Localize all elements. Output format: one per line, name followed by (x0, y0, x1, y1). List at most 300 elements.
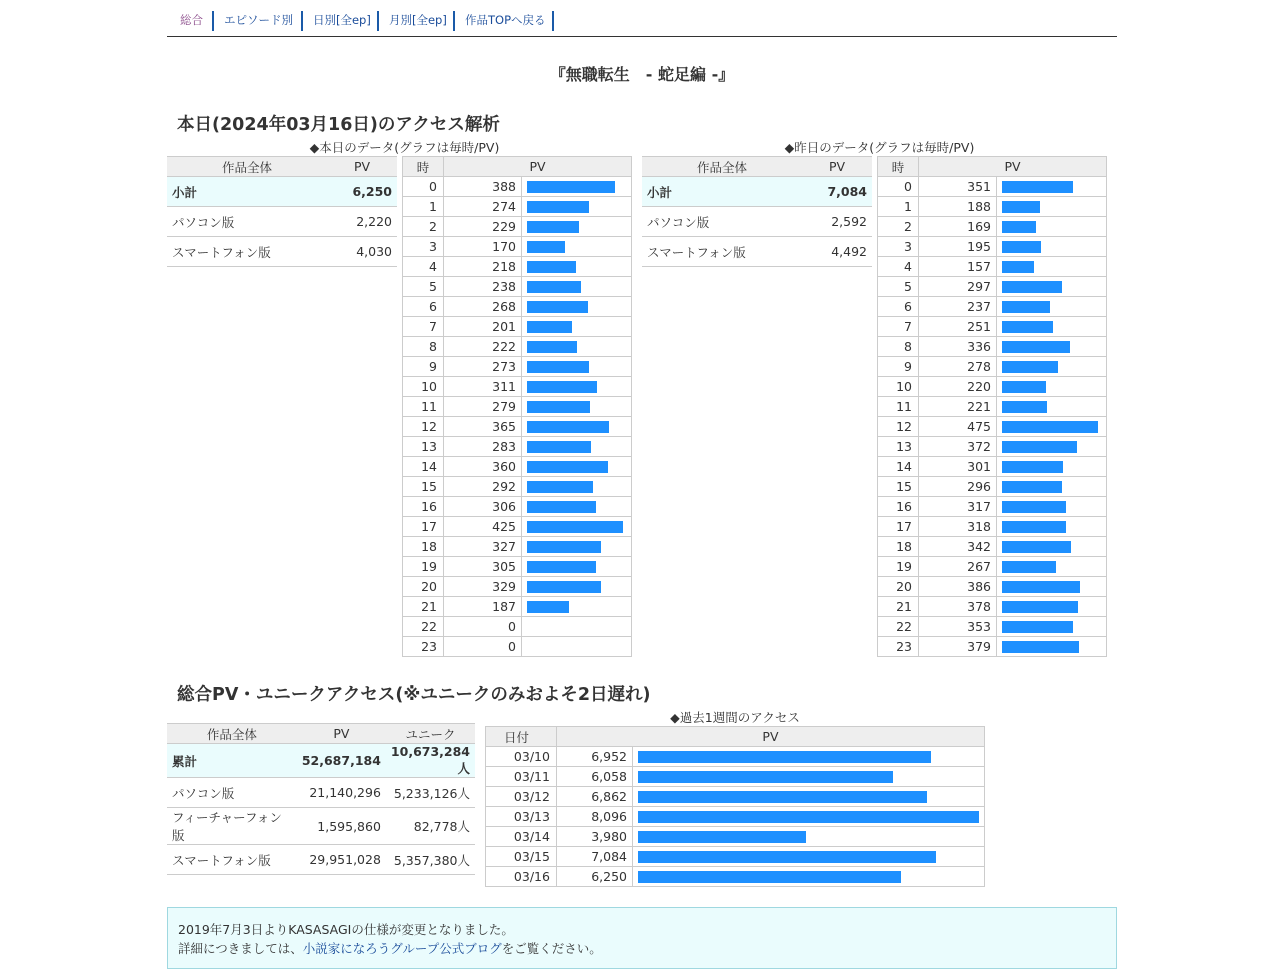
hour-bar-cell (522, 177, 632, 197)
hour-pv-cell: 195 (919, 237, 997, 257)
hour-pv-bar (1002, 441, 1077, 453)
hourly-row (878, 317, 1107, 337)
hourly-row (878, 497, 1107, 517)
hour-pv-cell: 475 (919, 417, 997, 437)
hour-pv-cell: 317 (919, 497, 997, 517)
summary-row-smartphone (167, 237, 397, 267)
hourly-row (403, 597, 632, 617)
hourly-row (878, 217, 1107, 237)
summary-row-pv: 7,084 (802, 177, 872, 207)
hour-cell: 11 (878, 397, 919, 417)
summary-row-label: 小計 (167, 177, 327, 207)
hour-cell: 20 (878, 577, 919, 597)
summary-row-pv: 4,492 (802, 237, 872, 267)
hourly-row (878, 257, 1107, 277)
hourly-header-pv: PV (444, 157, 632, 177)
hour-cell: 2 (878, 217, 919, 237)
hour-pv-cell: 353 (919, 617, 997, 637)
hour-pv-cell: 188 (919, 197, 997, 217)
summary-header-label: 作品全体 (642, 157, 802, 177)
hour-cell: 0 (403, 177, 444, 197)
week-pv-cell: 7,084 (556, 847, 632, 867)
hour-cell: 6 (878, 297, 919, 317)
hour-pv-bar (1002, 381, 1046, 393)
hour-pv-cell: 201 (444, 317, 522, 337)
hour-cell: 18 (403, 537, 444, 557)
hour-pv-bar (1002, 521, 1066, 533)
hour-pv-bar (527, 381, 597, 393)
hour-pv-bar (527, 561, 596, 573)
hour-bar-cell (522, 577, 632, 597)
hour-cell: 15 (403, 477, 444, 497)
hour-cell: 19 (403, 557, 444, 577)
hour-cell: 7 (403, 317, 444, 337)
total-row-pv: 1,595,860 (297, 808, 386, 845)
hour-pv-bar (527, 601, 569, 613)
hourly-row (878, 237, 1107, 257)
hour-pv-bar (1002, 481, 1062, 493)
hour-bar-cell (997, 337, 1107, 357)
nav-separator (212, 11, 214, 31)
hour-bar-cell (997, 237, 1107, 257)
week-date-cell: 03/15 (486, 847, 557, 867)
hourly-row (403, 357, 632, 377)
total-row-pv: 29,951,028 (297, 845, 386, 875)
week-row (486, 847, 985, 867)
hour-pv-cell: 292 (444, 477, 522, 497)
hour-bar-cell (997, 317, 1107, 337)
week-bar-cell (633, 867, 985, 887)
total-row-smartphone (167, 845, 475, 875)
hour-pv-cell: 170 (444, 237, 522, 257)
hour-pv-cell: 221 (919, 397, 997, 417)
hourly-row (878, 397, 1107, 417)
hour-bar-cell (997, 357, 1107, 377)
hour-bar-cell (522, 297, 632, 317)
hour-bar-cell (522, 417, 632, 437)
hour-cell: 8 (878, 337, 919, 357)
summary-row-label: パソコン版 (642, 207, 802, 237)
hour-pv-bar (1002, 281, 1062, 293)
hour-pv-bar (1002, 201, 1040, 213)
hour-pv-bar (527, 581, 601, 593)
summary-header-pv: PV (327, 157, 397, 177)
hour-pv-cell: 318 (919, 517, 997, 537)
hour-pv-bar (527, 301, 588, 313)
summary-row-pc (642, 207, 872, 237)
hour-bar-cell (522, 457, 632, 477)
hourly-row (878, 297, 1107, 317)
summary-row-label: パソコン版 (167, 207, 327, 237)
hour-bar-cell (522, 437, 632, 457)
hour-pv-bar (527, 461, 608, 473)
hour-cell: 0 (878, 177, 919, 197)
hourly-row (403, 177, 632, 197)
hourly-row (403, 217, 632, 237)
week-bar-cell (633, 767, 985, 787)
week-row (486, 747, 985, 767)
hour-bar-cell (997, 477, 1107, 497)
hour-pv-bar (527, 361, 589, 373)
hour-bar-cell (997, 517, 1107, 537)
week-row (486, 767, 985, 787)
summary-header-label: 作品全体 (167, 157, 327, 177)
hour-pv-bar (1002, 361, 1058, 373)
hour-pv-bar (527, 261, 576, 273)
hour-pv-cell: 329 (444, 577, 522, 597)
notice-suffix: をご覧ください。 (501, 941, 602, 956)
week-bar-cell (633, 807, 985, 827)
hour-cell: 10 (403, 377, 444, 397)
hour-cell: 22 (403, 617, 444, 637)
nav-daily[interactable]: 日別[全ep] (313, 13, 371, 27)
hour-pv-cell: 386 (919, 577, 997, 597)
week-pv-bar (638, 851, 936, 863)
summary-row-smartphone (642, 237, 872, 267)
hour-cell: 1 (878, 197, 919, 217)
hour-bar-cell (522, 637, 632, 657)
summary-row-pv: 2,592 (802, 207, 872, 237)
hour-pv-bar (527, 401, 590, 413)
hour-pv-cell: 274 (444, 197, 522, 217)
hourly-row (878, 457, 1107, 477)
hour-pv-cell: 342 (919, 537, 997, 557)
hour-pv-bar (1002, 221, 1036, 233)
hour-pv-cell: 378 (919, 597, 997, 617)
total-row-label: スマートフォン版 (167, 845, 297, 875)
hourly-row (403, 417, 632, 437)
week-bar-cell (633, 847, 985, 867)
hour-bar-cell (997, 617, 1107, 637)
nav-episode[interactable]: エピソード別 (224, 13, 293, 27)
hourly-row (878, 557, 1107, 577)
week-date-cell: 03/16 (486, 867, 557, 887)
hour-bar-cell (522, 237, 632, 257)
nav-bar (167, 0, 1117, 37)
week-pv-bar (638, 811, 979, 823)
week-pv-cell: 6,250 (556, 867, 632, 887)
hourly-row (403, 257, 632, 277)
hour-pv-bar (1002, 261, 1034, 273)
hourly-row (403, 617, 632, 637)
hour-pv-cell: 351 (919, 177, 997, 197)
nav-separator (453, 11, 455, 31)
hourly-row (403, 317, 632, 337)
hour-cell: 2 (403, 217, 444, 237)
hour-bar-cell (522, 617, 632, 637)
hour-pv-bar (1002, 581, 1080, 593)
hour-pv-bar (1002, 621, 1073, 633)
hour-cell: 5 (878, 277, 919, 297)
hourly-row (403, 297, 632, 317)
hour-pv-cell: 301 (919, 457, 997, 477)
week-pv-bar (638, 791, 927, 803)
total-heading: 総合PV・ユニークアクセス(※ユニークのみおよそ2日遅れ) (177, 685, 651, 705)
hour-pv-cell: 278 (919, 357, 997, 377)
hour-bar-cell (522, 477, 632, 497)
hourly-row (403, 397, 632, 417)
hour-pv-bar (527, 501, 596, 513)
hour-pv-bar (1002, 241, 1041, 253)
hourly-header-hour: 時 (403, 157, 444, 177)
hour-pv-cell: 267 (919, 557, 997, 577)
hour-pv-cell: 220 (919, 377, 997, 397)
hour-cell: 4 (403, 257, 444, 277)
week-bar-cell (633, 747, 985, 767)
hour-pv-cell: 279 (444, 397, 522, 417)
hour-bar-cell (997, 297, 1107, 317)
hour-bar-cell (522, 557, 632, 577)
nav-work-top[interactable]: 作品TOPへ戻る (465, 13, 546, 27)
hour-cell: 14 (878, 457, 919, 477)
hour-cell: 12 (878, 417, 919, 437)
hourly-row (403, 197, 632, 217)
hour-pv-cell: 229 (444, 217, 522, 237)
hour-pv-bar (527, 321, 572, 333)
total-row-unique: 10,673,284人 (386, 744, 475, 778)
hour-pv-bar (527, 521, 623, 533)
hour-cell: 1 (403, 197, 444, 217)
hour-pv-bar (1002, 601, 1078, 613)
nav-monthly[interactable]: 月別[全ep] (389, 13, 447, 27)
hour-bar-cell (522, 277, 632, 297)
hour-pv-cell: 251 (919, 317, 997, 337)
today-hourly-table (402, 156, 632, 657)
hour-pv-bar (1002, 181, 1073, 193)
summary-header-pv: PV (802, 157, 872, 177)
hour-pv-bar (527, 221, 579, 233)
hour-pv-cell: 327 (444, 537, 522, 557)
hour-cell: 13 (878, 437, 919, 457)
total-row-pc (167, 778, 475, 808)
week-row (486, 807, 985, 827)
hour-pv-cell: 305 (444, 557, 522, 577)
total-row-label: フィーチャーフォン版 (167, 808, 297, 845)
hour-pv-cell: 336 (919, 337, 997, 357)
summary-row-label: スマートフォン版 (167, 237, 327, 267)
hourly-row (403, 337, 632, 357)
hourly-row (878, 617, 1107, 637)
hour-bar-cell (522, 257, 632, 277)
hour-cell: 12 (403, 417, 444, 437)
hour-cell: 21 (403, 597, 444, 617)
total-row-label: パソコン版 (167, 778, 297, 808)
hour-pv-cell: 157 (919, 257, 997, 277)
hour-cell: 11 (403, 397, 444, 417)
week-row (486, 867, 985, 887)
total-header-unique: ユニーク (386, 724, 475, 744)
hour-cell: 21 (878, 597, 919, 617)
hour-pv-cell: 273 (444, 357, 522, 377)
official-blog-link[interactable]: 小説家になろうグループ公式ブログ (302, 941, 502, 956)
hour-pv-bar (1002, 321, 1053, 333)
week-bar-cell (633, 787, 985, 807)
hour-pv-cell: 238 (444, 277, 522, 297)
week-table (485, 726, 985, 887)
hourly-row (878, 517, 1107, 537)
total-row-unique: 5,233,126人 (386, 778, 475, 808)
hourly-row (403, 577, 632, 597)
hour-pv-bar (1002, 541, 1071, 553)
hourly-row (403, 237, 632, 257)
hour-pv-cell: 169 (919, 217, 997, 237)
yesterday-caption: ◆昨日のデータ(グラフは毎時/PV) (784, 140, 975, 155)
week-row (486, 787, 985, 807)
hour-bar-cell (997, 577, 1107, 597)
hour-pv-bar (1002, 301, 1050, 313)
hour-pv-cell: 283 (444, 437, 522, 457)
hour-bar-cell (522, 397, 632, 417)
total-row-featurephone (167, 808, 475, 845)
hour-pv-bar (1002, 421, 1098, 433)
hour-cell: 5 (403, 277, 444, 297)
summary-row-subtotal (167, 177, 397, 207)
summary-row-pv: 4,030 (327, 237, 397, 267)
hour-bar-cell (997, 637, 1107, 657)
week-pv-cell: 8,096 (556, 807, 632, 827)
hour-pv-bar (1002, 641, 1079, 653)
hourly-row (878, 477, 1107, 497)
week-caption: ◆過去1週間のアクセス (670, 710, 800, 725)
hour-cell: 16 (878, 497, 919, 517)
hour-bar-cell (522, 217, 632, 237)
yesterday-hourly-table (877, 156, 1107, 657)
hour-bar-cell (522, 377, 632, 397)
hour-pv-bar (527, 201, 589, 213)
hour-cell: 19 (878, 557, 919, 577)
hour-pv-bar (527, 281, 581, 293)
hour-pv-bar (527, 341, 577, 353)
hour-pv-cell: 372 (919, 437, 997, 457)
week-pv-cell: 6,952 (556, 747, 632, 767)
hour-bar-cell (522, 357, 632, 377)
hourly-row (403, 497, 632, 517)
hourly-row (403, 537, 632, 557)
hour-pv-cell: 0 (444, 637, 522, 657)
hour-pv-cell: 237 (919, 297, 997, 317)
total-row-pv: 21,140,296 (297, 778, 386, 808)
hour-bar-cell (997, 497, 1107, 517)
hour-pv-cell: 311 (444, 377, 522, 397)
hour-pv-cell: 365 (444, 417, 522, 437)
hour-pv-cell: 379 (919, 637, 997, 657)
week-pv-bar (638, 771, 893, 783)
hour-pv-cell: 297 (919, 277, 997, 297)
week-pv-cell: 6,862 (556, 787, 632, 807)
hour-bar-cell (997, 277, 1107, 297)
hourly-row (403, 477, 632, 497)
hour-cell: 8 (403, 337, 444, 357)
hour-cell: 9 (878, 357, 919, 377)
total-row-cumulative (167, 744, 475, 778)
notice-prefix: 詳細につきましては、 (178, 941, 303, 956)
hour-pv-bar (1002, 561, 1056, 573)
nav-separator (301, 11, 303, 31)
hour-cell: 20 (403, 577, 444, 597)
hourly-row (878, 537, 1107, 557)
hour-pv-cell: 425 (444, 517, 522, 537)
hour-pv-bar (527, 241, 565, 253)
notice-line-2 (178, 939, 602, 957)
today-caption: ◆本日のデータ(グラフは毎時/PV) (309, 140, 500, 155)
hour-pv-cell: 306 (444, 497, 522, 517)
summary-row-subtotal (642, 177, 872, 207)
hour-pv-bar (527, 481, 593, 493)
hour-cell: 18 (878, 537, 919, 557)
hour-bar-cell (997, 537, 1107, 557)
hour-cell: 3 (878, 237, 919, 257)
hour-cell: 14 (403, 457, 444, 477)
week-date-cell: 03/10 (486, 747, 557, 767)
notice-box (167, 907, 1117, 969)
hour-cell: 13 (403, 437, 444, 457)
hour-cell: 15 (878, 477, 919, 497)
week-bar-cell (633, 827, 985, 847)
notice-line-1: 2019年7月3日よりKASASAGIの仕様が変更となりました。 (178, 922, 514, 937)
hourly-row (878, 177, 1107, 197)
hourly-row (878, 377, 1107, 397)
hour-pv-cell: 0 (444, 617, 522, 637)
nav-overview[interactable]: 総合 (180, 13, 203, 27)
hour-cell: 4 (878, 257, 919, 277)
week-pv-bar (638, 751, 931, 763)
week-date-cell: 03/12 (486, 787, 557, 807)
summary-row-label: 小計 (642, 177, 802, 207)
summary-row-pv: 6,250 (327, 177, 397, 207)
hour-pv-cell: 218 (444, 257, 522, 277)
hour-bar-cell (997, 457, 1107, 477)
hour-cell: 23 (878, 637, 919, 657)
total-row-pv: 52,687,184 (297, 744, 386, 778)
hour-pv-bar (527, 181, 615, 193)
kasasagi-page (167, 0, 1117, 956)
hour-cell: 17 (403, 517, 444, 537)
hour-bar-cell (997, 377, 1107, 397)
today-summary-table (167, 156, 397, 267)
week-pv-bar (638, 831, 806, 843)
hourly-row (878, 417, 1107, 437)
hour-bar-cell (997, 197, 1107, 217)
hour-bar-cell (522, 597, 632, 617)
hour-bar-cell (997, 417, 1107, 437)
hourly-row (878, 197, 1107, 217)
hourly-row (403, 377, 632, 397)
hour-bar-cell (522, 317, 632, 337)
hourly-row (403, 557, 632, 577)
hour-pv-cell: 222 (444, 337, 522, 357)
hour-cell: 10 (878, 377, 919, 397)
hour-bar-cell (997, 177, 1107, 197)
summary-row-label: スマートフォン版 (642, 237, 802, 267)
hourly-row (403, 517, 632, 537)
hourly-row (878, 437, 1107, 457)
hour-cell: 23 (403, 637, 444, 657)
hour-bar-cell (522, 497, 632, 517)
week-header-date: 日付 (486, 727, 557, 747)
hour-cell: 16 (403, 497, 444, 517)
hour-pv-cell: 268 (444, 297, 522, 317)
hour-bar-cell (997, 257, 1107, 277)
hourly-row (403, 457, 632, 477)
hour-bar-cell (522, 197, 632, 217)
hourly-row (878, 337, 1107, 357)
summary-row-pv: 2,220 (327, 207, 397, 237)
hour-pv-bar (527, 441, 591, 453)
hour-pv-cell: 296 (919, 477, 997, 497)
hour-pv-cell: 187 (444, 597, 522, 617)
hour-pv-bar (1002, 501, 1066, 513)
hour-bar-cell (997, 217, 1107, 237)
